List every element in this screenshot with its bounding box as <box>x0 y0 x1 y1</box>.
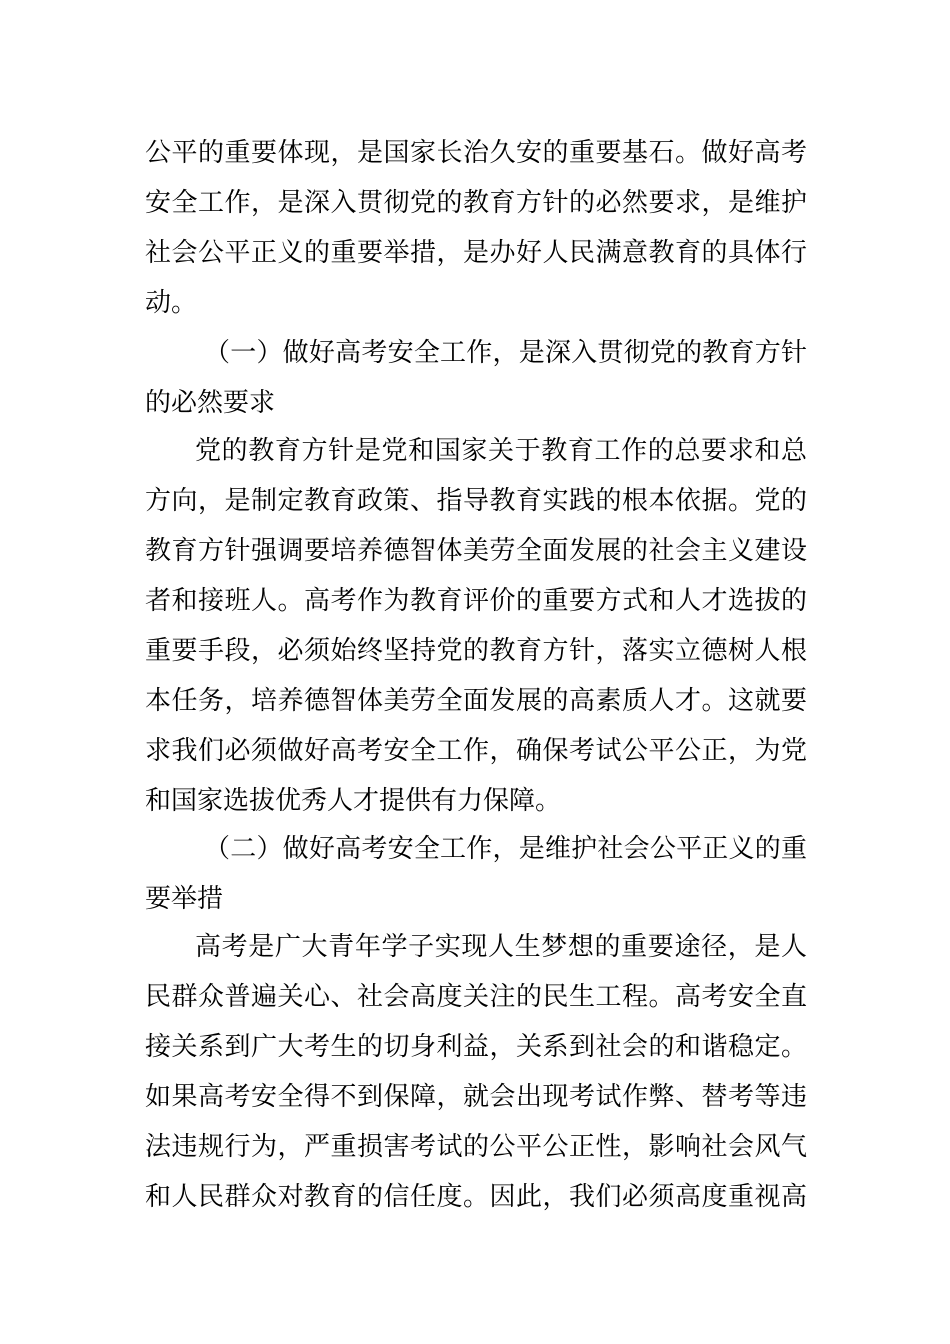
body-text-line: 高考是广大青年学子实现人生梦想的重要途径，是人 <box>195 932 807 962</box>
body-text-line: 动。 <box>145 288 198 318</box>
body-text-line: 民群众普遍关心、社会高度关注的民生工程。高考安全直 <box>145 982 807 1012</box>
section-heading-2-continued: 要举措 <box>145 884 224 914</box>
body-text-line: 本任务，培养德智体美劳全面发展的高素质人才。这就要 <box>145 686 807 716</box>
body-text-line: 方向，是制定教育政策、指导教育实践的根本依据。党的 <box>145 486 807 516</box>
body-text-line: 教育方针强调要培养德智体美劳全面发展的社会主义建设 <box>145 536 807 566</box>
section-heading-2: （二）做好高考安全工作，是维护社会公平正义的重 <box>204 834 807 864</box>
body-text-line: 和人民群众对教育的信任度。因此，我们必须高度重视高 <box>145 1182 807 1212</box>
body-text-line: 者和接班人。高考作为教育评价的重要方式和人才选拔的 <box>145 586 807 616</box>
body-text-line: 接关系到广大考生的切身利益，关系到社会的和谐稳定。 <box>145 1032 807 1062</box>
section-heading-1-continued: 的必然要求 <box>145 388 276 418</box>
body-text-line: 求我们必须做好高考安全工作，确保考试公平公正，为党 <box>145 736 807 766</box>
body-text-line: 法违规行为，严重损害考试的公平公正性，影响社会风气 <box>145 1132 807 1162</box>
body-text-line: 公平的重要体现，是国家长治久安的重要基石。做好高考 <box>145 138 807 168</box>
body-text-line: 如果高考安全得不到保障，就会出现考试作弊、替考等违 <box>145 1082 807 1112</box>
body-text-line: 党的教育方针是党和国家关于教育工作的总要求和总 <box>195 436 807 466</box>
body-text-line: 社会公平正义的重要举措，是办好人民满意教育的具体行 <box>145 238 807 268</box>
body-text-line: 重要手段，必须始终坚持党的教育方针，落实立德树人根 <box>145 636 807 666</box>
section-heading-1: （一）做好高考安全工作，是深入贯彻党的教育方针 <box>204 338 807 368</box>
body-text-line: 和国家选拔优秀人才提供有力保障。 <box>145 786 562 816</box>
body-text-line: 安全工作，是深入贯彻党的教育方针的必然要求，是维护 <box>145 188 807 218</box>
